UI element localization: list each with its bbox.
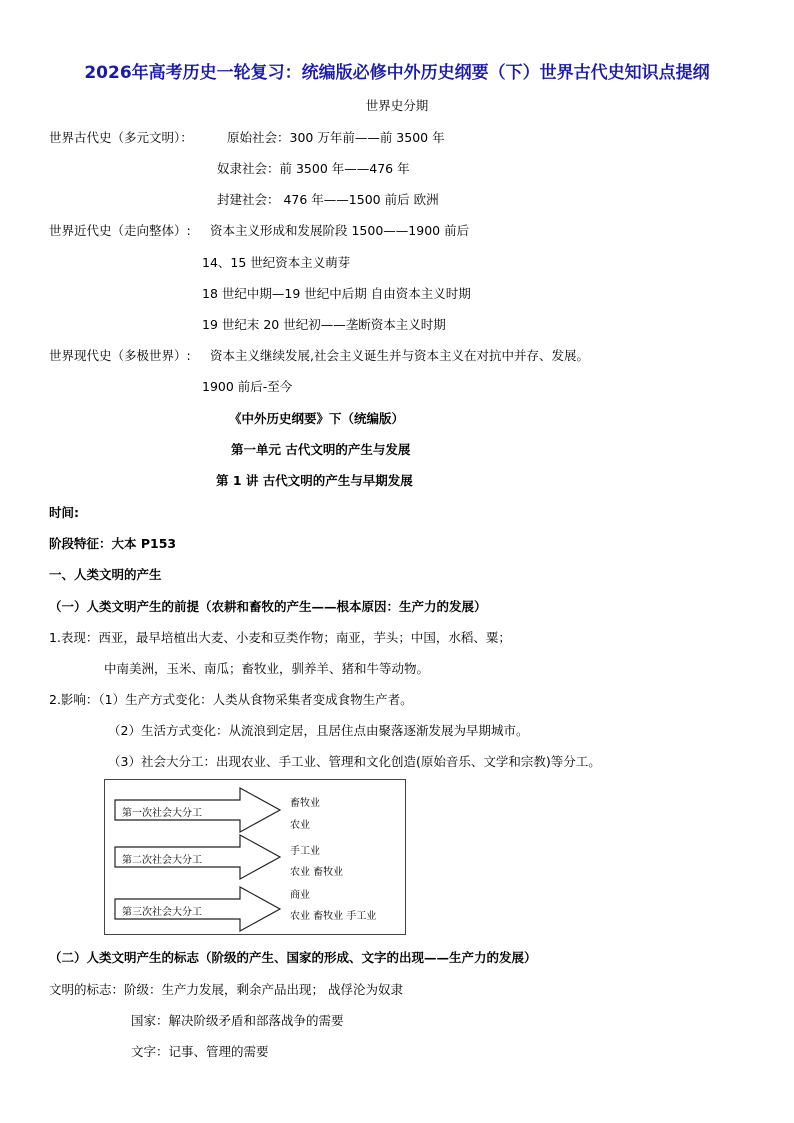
civilization-mark-line-3: 文字：记事、管理的需要 <box>131 1044 269 1059</box>
time-label: 时间: <box>49 505 79 520</box>
slave-society-line: 奴隶社会：前 3500 年——476 年 <box>217 161 410 176</box>
modern-history-label: 世界近代史（走向整体）: <box>49 223 191 238</box>
division-1-bottom: 农业 <box>290 820 310 831</box>
division-2-bottom: 农业 畜牧业 <box>290 867 344 878</box>
civilization-mark-line-1: 文明的标志：阶级：生产力发展，剩余产品出现； 战俘沦为奴隶 <box>49 982 403 997</box>
subsection-heading-2: （二）人类文明产生的标志（阶级的产生、国家的形成、文字的出现——生产力的发展） <box>49 950 537 965</box>
lesson-title: 第 1 讲 古代文明的产生与早期发展 <box>216 473 413 488</box>
contemporary-history-line-2: 1900 前后-至今 <box>202 379 293 394</box>
division-1-top: 畜牧业 <box>290 798 320 809</box>
document-title: 2026年高考历史一轮复习：统编版必修中外历史纲要（下）世界古代史知识点提纲 <box>84 63 710 83</box>
contemporary-history-label: 世界现代史（多极世界）: <box>49 348 191 363</box>
social-division-diagram <box>104 779 406 935</box>
division-3-top: 商业 <box>290 890 310 901</box>
item-2-line-2: （2）生活方式变化：从流浪到定居，且居住点由聚落逐渐发展为早期城市。 <box>108 723 529 738</box>
item-2-line-1: 2.影响：（1）生产方式变化：人类从食物采集者变成食物生产者。 <box>49 692 413 707</box>
primitive-society-line: 原始社会：300 万年前——前 3500 年 <box>227 130 445 145</box>
section-heading-1: 一、人类文明的产生 <box>49 567 162 582</box>
feudal-society-line: 封建社会： 476 年——1500 前后 欧洲 <box>217 192 439 207</box>
ancient-history-label: 世界古代史（多元文明）： <box>49 130 193 145</box>
unit-title: 第一单元 古代文明的产生与发展 <box>231 442 411 457</box>
modern-history-line-2: 14、15 世纪资本主义萌芽 <box>202 255 351 270</box>
arrow-2-label: 第二次社会大分工 <box>122 855 202 866</box>
division-3-bottom: 农业 畜牧业 手工业 <box>290 911 377 922</box>
arrow-3-label: 第三次社会大分工 <box>122 907 202 918</box>
modern-history-line-4: 19 世纪末 20 世纪初——垄断资本主义时期 <box>202 317 446 332</box>
stage-feature-label: 阶段特征：大本 P153 <box>49 536 177 551</box>
modern-history-line-1: 资本主义形成和发展阶段 1500——1900 前后 <box>210 223 470 238</box>
item-1-line-1: 1.表现：西亚，最早培植出大麦、小麦和豆类作物；南亚，芋头；中国，水稻、粟； <box>49 630 511 645</box>
book-title: 《中外历史纲要》下（统编版） <box>229 411 405 426</box>
contemporary-history-line-1: 资本主义继续发展,社会主义诞生并与资本主义在对抗中并存、发展。 <box>210 348 589 363</box>
periodization-heading: 世界史分期 <box>365 98 429 113</box>
division-2-top: 手工业 <box>290 846 320 857</box>
civilization-mark-line-2: 国家：解决阶级矛盾和部落战争的需要 <box>131 1013 344 1028</box>
arrow-1-label: 第一次社会大分工 <box>122 808 202 819</box>
item-1-line-2: 中南美洲，玉米、南瓜；畜牧业，驯养羊、猪和牛等动物。 <box>104 661 430 676</box>
subsection-heading-1: （一）人类文明产生的前提（农耕和畜牧的产生——根本原因：生产力的发展） <box>49 599 487 614</box>
modern-history-line-3: 18 世纪中期—19 世纪中后期 自由资本主义时期 <box>202 286 471 301</box>
item-2-line-3: （3）社会大分工：出现农业、手工业、管理和文化创造(原始音乐、文学和宗教)等分工。 <box>108 754 601 769</box>
